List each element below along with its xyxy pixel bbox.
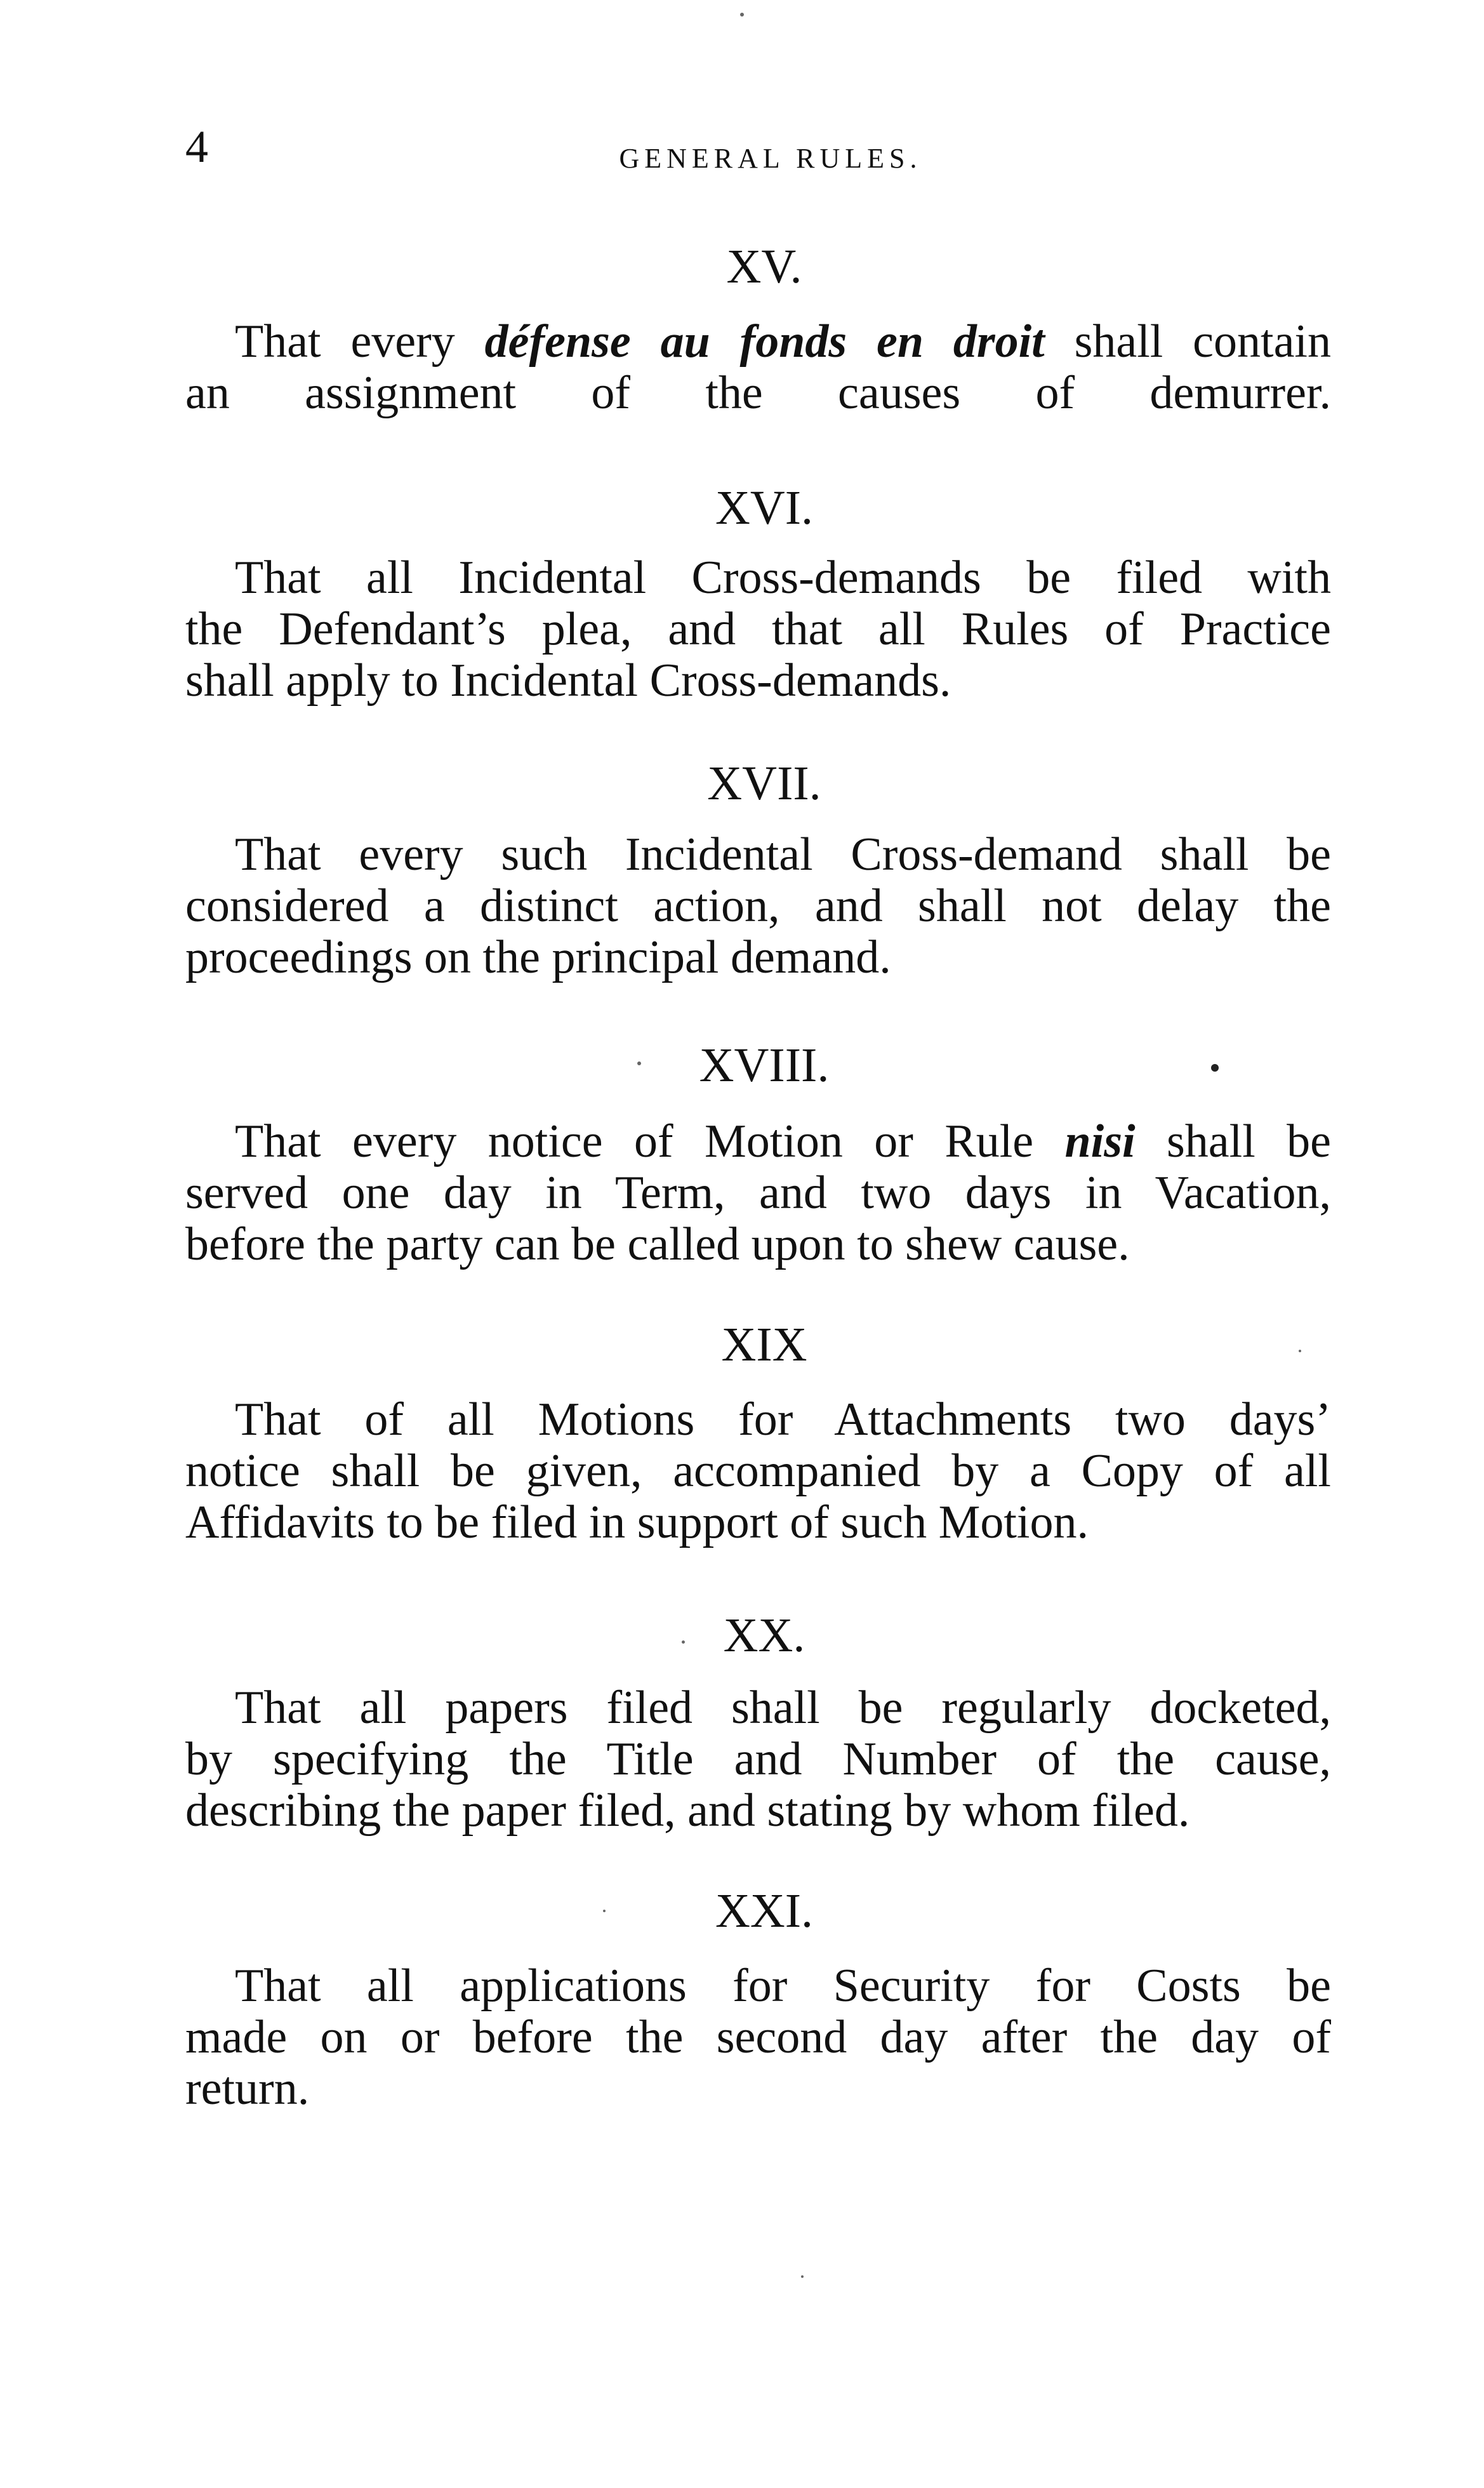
rule-xv-line-1-a: That every (235, 316, 485, 368)
rule-xv-line-1 (185, 316, 1331, 368)
page-number: 4 (185, 121, 208, 172)
rule-text-xvi (185, 552, 1331, 707)
rule-xix-line-3: Affidavits to be filed in support of such Motion. (185, 1496, 1089, 1548)
rule-xvii-line-2: considered a distinct action, and shall not delay the (185, 880, 1331, 932)
rule-xviii-line-1 (185, 1116, 1331, 1167)
rule-xviii-italic-word: nisi (1064, 1115, 1136, 1167)
rule-heading-xix: XIX (721, 1318, 807, 1371)
scan-speck (1299, 1350, 1301, 1352)
rule-heading-xv: XV. (726, 240, 802, 293)
rule-text-xxi (185, 1960, 1331, 2115)
scan-speck (682, 1640, 685, 1644)
rule-xvii-line-1-text: That every such Incidental Cross-demand shall be (235, 828, 1331, 881)
rule-heading-xvii: XVII. (707, 757, 821, 810)
rule-xvii-line-3: proceedings on the principal demand. (185, 931, 891, 983)
rule-xviii-line-1-b: shall be (1135, 1115, 1331, 1167)
rule-xv-line-2: an assignment of the causes of demurrer. (185, 367, 1331, 419)
scan-speck (1211, 1064, 1219, 1072)
rule-xvii-line-1 (185, 829, 1331, 881)
rule-xxi-line-3: return. (185, 2063, 310, 2115)
scan-speck (637, 1061, 641, 1065)
rule-xxi-line-1-text: That all applications for Security for Costs be (235, 1960, 1331, 2012)
rule-xix-line-1 (185, 1394, 1331, 1446)
rule-heading-xvi: XVI. (715, 481, 814, 535)
rule-xx-line-1 (185, 1682, 1331, 1734)
running-title: GENERAL RULES. (619, 143, 922, 174)
rule-heading-xxi: XXI. (715, 1884, 814, 1938)
rule-xix-line-1-text: That of all Motions for Attachments two days’ (235, 1394, 1331, 1446)
rule-xxi-line-1 (185, 1960, 1331, 2012)
rule-text-xv (185, 316, 1331, 419)
rule-text-xviii (185, 1116, 1331, 1270)
scan-speck (740, 13, 744, 17)
rule-xvi-line-2: the Defendant’s plea, and that all Rules of Practice (185, 603, 1331, 655)
rule-xviii-line-2: served one day in Term, and two days in Vacation, (185, 1167, 1331, 1219)
rule-xvi-line-1-text: That all Incidental Cross-demands be filed with (235, 552, 1331, 604)
rule-xx-line-3: describing the paper filed, and stating by whom filed. (185, 1785, 1190, 1837)
rule-text-xix (185, 1394, 1331, 1548)
rule-xviii-line-1-a: That every notice of Motion or Rule (235, 1115, 1065, 1167)
rule-xxi-line-2: made on or before the second day after the day of (185, 2011, 1331, 2063)
rule-text-xvii (185, 829, 1331, 983)
rule-xviii-line-3: before the party can be called upon to shew cause. (185, 1218, 1130, 1270)
rule-xv-line-1-b: shall contain (1044, 316, 1331, 368)
rule-heading-xx: XX. (723, 1609, 805, 1662)
rule-xx-line-1-text: That all papers filed shall be regularly docketed, (235, 1682, 1331, 1734)
rule-heading-xviii: XVIII. (699, 1039, 830, 1092)
rule-xvi-line-1 (185, 552, 1331, 604)
rule-xix-line-2: notice shall be given, accompanied by a Copy of all (185, 1445, 1331, 1497)
scan-speck (603, 1910, 606, 1912)
scan-speck (801, 2275, 804, 2278)
rule-xvi-line-3: shall apply to Incidental Cross-demands. (185, 655, 951, 707)
rule-text-xx (185, 1682, 1331, 1837)
rule-xx-line-2: by specifying the Title and Number of the cause, (185, 1733, 1331, 1785)
rule-xv-italic-phrase: défense au fonds en droit (484, 316, 1045, 368)
